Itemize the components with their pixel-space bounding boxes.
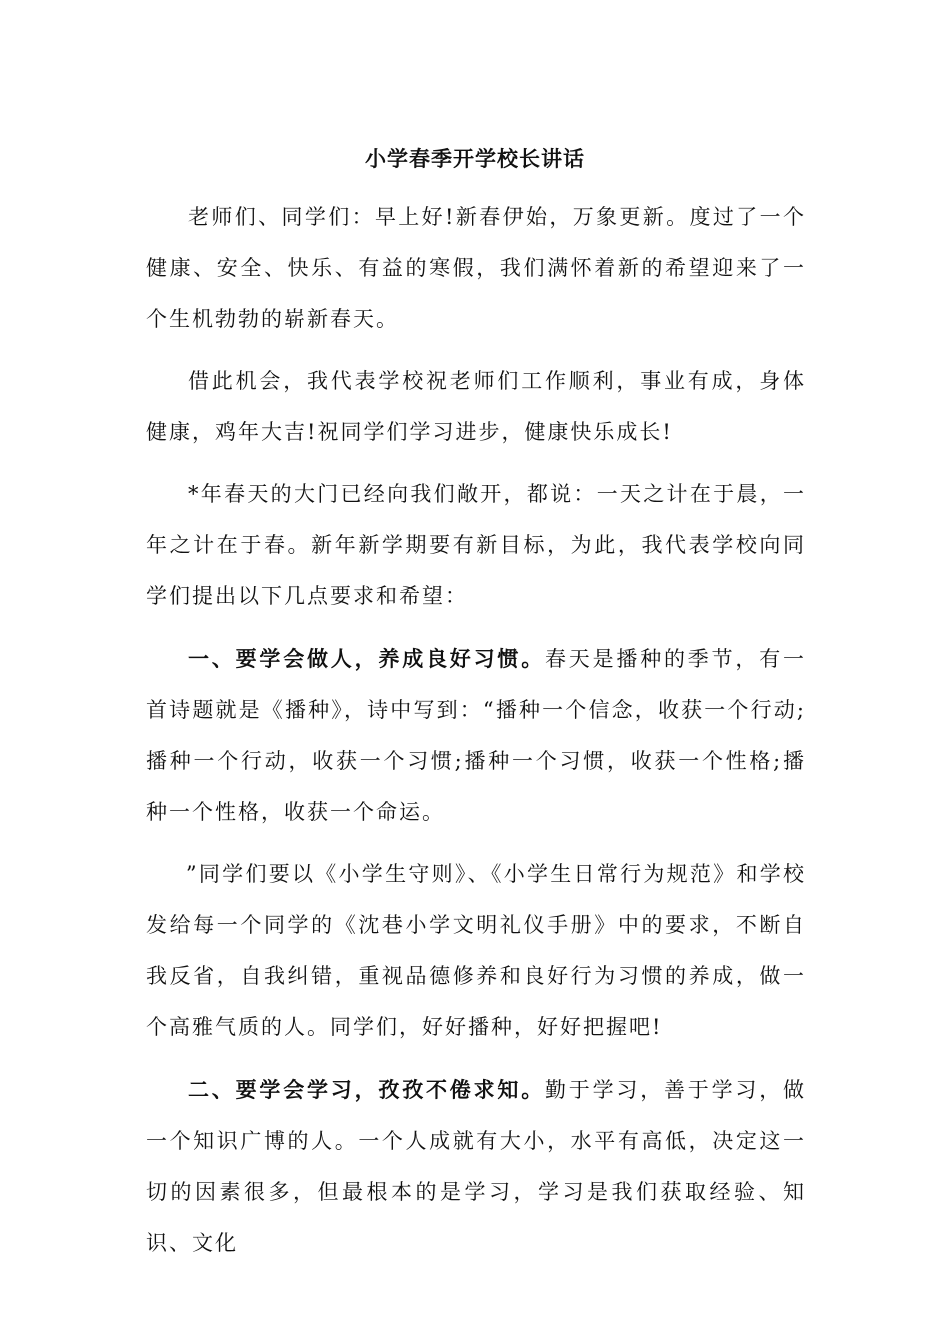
paragraph-text: 春天是播种的季节，有一首诗题就是《播种》，诗中写到：“播种一个信念，收获一个行动;播种一个行动，收获一个习惯;播种一个习惯，收获一个性格;播种一个性格，收获一个命运。 [146,647,806,824]
paragraph-point-one [146,633,806,838]
page-title: 小学春季开学校长讲话 [365,146,585,171]
paragraph-text: 借此机会，我代表学校祝老师们工作顺利，事业有成，身体健康，鸡年大吉!祝同学们学习进步，健康快乐成长! [146,369,806,444]
paragraph-heading: 一、要学会做人，养成良好习惯。 [188,646,545,671]
paragraph-text: *年春天的大门已经向我们敞开，都说：一天之计在于晨，一年之计在于春。新年新学期要有新目标，为此，我代表学校向同学们提出以下几点要求和希望： [146,482,806,608]
paragraph-point-two [146,1064,806,1269]
paragraph-heading: 二、要学会学习，孜孜不倦求知。 [188,1077,545,1102]
paragraph-greeting [146,192,806,345]
paragraph-text: ”同学们要以《小学生守则》、《小学生日常行为规范》和学校发给每一个同学的《沈巷小学文明礼仪手册》中的要求，不断自我反省，自我纠错，重视品德修养和良好行为习惯的养成，做一个高雅气质的人。同学们，好好播种，好好把握吧! [146,862,806,1039]
document-body [146,192,806,1280]
paragraph-text: 勤于学习，善于学习，做一个知识广博的人。一个人成就有大小，水平有高低，决定这一切的因素很多，但最根本的是学习，学习是我们获取经验、知识、文化 [146,1078,806,1255]
paragraph-text: 老师们、同学们：早上好!新春伊始，万象更新。度过了一个健康、安全、快乐、有益的寒假，我们满怀着新的希望迎来了一个生机勃勃的崭新春天。 [146,205,806,331]
paragraph-new-term [146,469,806,622]
paragraph-wishes [146,356,806,458]
paragraph-point-one-continued [146,849,806,1053]
